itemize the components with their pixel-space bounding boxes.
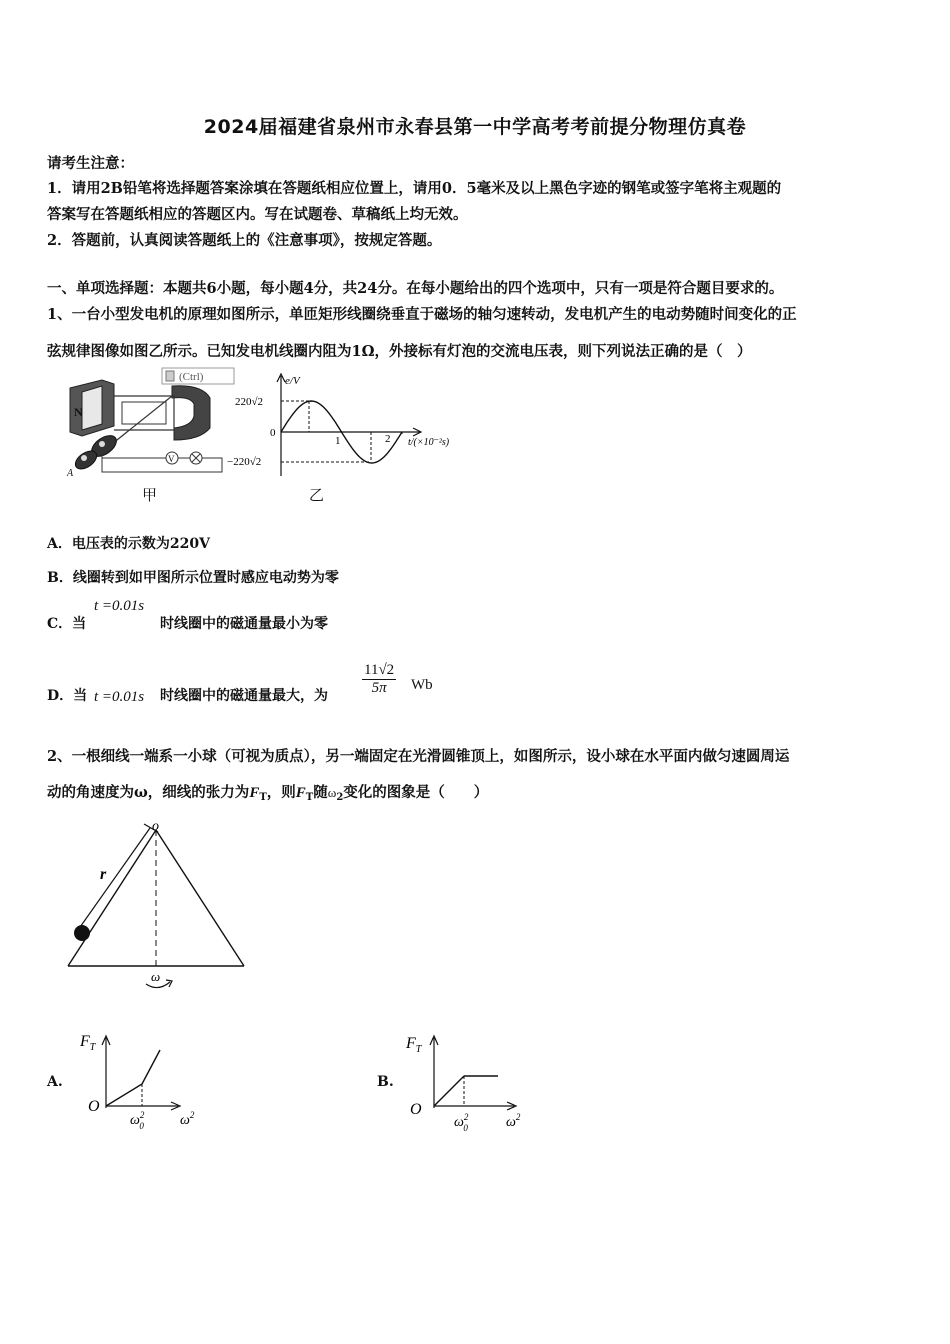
cone-apex-label: o (152, 819, 159, 834)
graph-b-y-sub: T (415, 1044, 422, 1055)
graph-b-origin: O (410, 1101, 422, 1118)
graph-ytop: 220√2 (235, 396, 264, 408)
notice-heading: 请考生注意： (47, 155, 134, 172)
svg-text:ω20: $\omega^2$ 0 (130, 1110, 145, 1131)
ball (74, 925, 90, 941)
graph-yzero: 0 (270, 427, 276, 439)
q1-option-d-prefix: D．当 (47, 688, 88, 704)
flux-unit: Wb (411, 677, 433, 693)
q1-option-a: A．电压表的示数为220V (47, 536, 210, 552)
q2-stem-part-d: 变化的图象是（ ） (343, 784, 489, 801)
notice-line-2: 2．答题前，认真阅读答题纸上的《注意事项》，按规定答题。 (47, 232, 442, 249)
cone-figure (60, 818, 260, 998)
graph-xlabel: t/(×10⁻²s) (408, 437, 450, 448)
graph-ylabel: e/V (285, 375, 300, 387)
graph-a-tick: ω (130, 1113, 140, 1128)
q1-option-d-math: t =0.01s (94, 689, 145, 705)
generator-figure (62, 366, 242, 478)
svg-text:FT (79, 1033, 97, 1053)
page-title: 2024届福建省泉州市永春县第一中学高考考前提分物理仿真卷 (203, 116, 747, 138)
ft-symbol: F (249, 785, 260, 801)
q2-option-a-graph (74, 1026, 209, 1134)
graph-x1: 1 (335, 435, 341, 447)
graph-a-y-sub: T (89, 1042, 96, 1053)
q2-stem-part-b: ，则 (266, 784, 296, 801)
flux-fraction-numerator: 11√2 (364, 662, 395, 678)
q1-stem-line-2: 弦规律图像如图乙所示。已知发电机线圈内阻为1Ω，外接标有灯泡的交流电压表，则下列说法正确的是（ ） (47, 343, 752, 360)
svg-text:FT (405, 1035, 423, 1055)
flux-fraction (362, 662, 396, 697)
graph-a-x: ω (180, 1113, 190, 1128)
graph-a-origin: O (88, 1098, 100, 1115)
omega-symbol: ω (327, 785, 337, 800)
graph-b-y: F (406, 1035, 416, 1052)
notice-line-1b: 答案写在答题纸相应的答题区内。写在试题卷、草稿纸上均无效。 (47, 206, 468, 223)
ft-symbol-2: F (295, 785, 306, 801)
q2-stem-part-a: 动的角速度为ω，细线的张力为 (47, 784, 250, 801)
svg-text:ω2: $\omega^2$ (506, 1112, 521, 1130)
q1-stem-line-1: 1、一台小型发电机的原理如图所示，单匝矩形线圈绕垂直于磁场的轴匀速转动，发电机产生的电动势随时间变化的正 (47, 306, 797, 323)
ft-subscript-2: T (305, 792, 314, 803)
svg-text:ω20: $\omega^2$ 0 (454, 1112, 469, 1133)
fig-label-jia: 甲 (142, 486, 158, 504)
ctrl-label: (Ctrl) (179, 371, 204, 383)
omega-subscript: 2 (336, 792, 344, 803)
fig-label-yi: 乙 (309, 486, 325, 504)
notice-line-1: 1．请用2B铅笔将选择题答案涂填在答题纸相应位置上，请用0．5毫米及以上黑色字迹的钢笔或签字笔将主观题的 (47, 180, 782, 197)
flux-fraction-denominator: 5π (371, 680, 387, 696)
rotation-label: ω (151, 969, 161, 984)
q1-option-c-prefix: C．当 (47, 616, 87, 632)
graph-ybottom: −220√2 (227, 456, 262, 468)
emf-sine-graph (225, 370, 480, 480)
q2-stem-line-2 (47, 781, 488, 803)
corner-a-label: A (67, 468, 74, 478)
q1-option-b: B．线圈转到如甲图所示位置时感应电动势为零 (47, 570, 339, 586)
graph-a-y: F (80, 1033, 90, 1050)
graph-x2: 2 (385, 433, 391, 445)
q2-option-a-label: A. (47, 1074, 63, 1090)
graph-b-x: ω (506, 1115, 516, 1130)
svg-text:ω2: $\omega^2$ (180, 1110, 195, 1128)
magnet-n-label: N (74, 405, 83, 419)
q2-stem-part-c: 随 (313, 784, 328, 801)
q1-option-c-math: t =0.01s (94, 598, 145, 614)
section-heading: 一、单项选择题：本题共6小题，每小题4分，共24分。在每小题给出的四个选项中，只有一项是符合题目要求的。 (47, 280, 784, 297)
q2-option-b-graph (402, 1026, 537, 1134)
ft-subscript: T (259, 792, 267, 803)
q2-stem-line-1: 2、一根细线一端系一小球（可视为质点），另一端固定在光滑圆锥顶上，如图所示，设小球在水平面内做匀速圆周运 (47, 748, 790, 765)
q1-option-d-text: 时线圈中的磁通量最大，为 (160, 688, 328, 704)
q1-option-c-text: 时线圈中的磁通量最小为零 (160, 616, 328, 632)
string-length-label: r (100, 866, 107, 883)
svg-text:V: V (168, 454, 175, 464)
q2-option-b-label: B. (377, 1074, 394, 1090)
graph-b-tick: ω (454, 1115, 464, 1130)
